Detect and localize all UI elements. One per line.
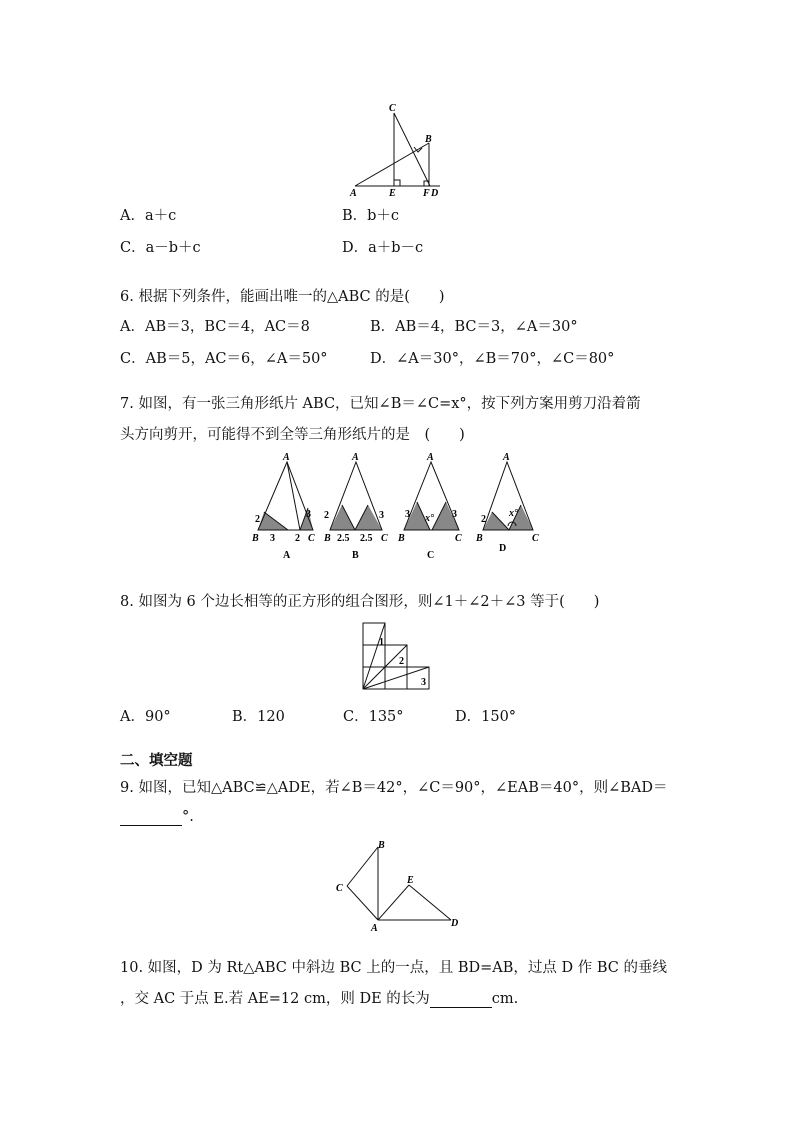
q7b-2-left: 2 xyxy=(324,510,329,521)
q6-stem: 6. 根据下列条件，能画出唯一的△ABC 的是( ) xyxy=(120,289,445,305)
q5-label-D: D xyxy=(431,188,439,199)
q6-option-D[interactable]: D．∠A＝30°，∠B＝70°，∠C＝80° xyxy=(370,351,615,367)
section-title-fill-in: 二、填空题 xyxy=(120,752,193,769)
q7b-B: B xyxy=(324,533,331,544)
q7d-C: C xyxy=(532,533,539,544)
q9-label-D: D xyxy=(451,918,459,929)
q5-label-F: F xyxy=(423,188,430,199)
q8-option-A[interactable]: A．90° xyxy=(120,709,171,725)
q7b-A: A xyxy=(352,452,359,463)
q5-label-E: E xyxy=(389,188,396,199)
q7-caption-D: D xyxy=(499,543,507,554)
q7c-x-deg: x° xyxy=(425,513,434,524)
q10-stem-prefix: ，交 AC 于点 E.若 AE=12 cm，则 DE 的长为 xyxy=(120,991,430,1007)
q7c-B: B xyxy=(398,533,405,544)
q8-option-C[interactable]: C．135° xyxy=(343,709,404,725)
q7d-A: A xyxy=(503,452,510,463)
q7-stem-line1: 7. 如图，有一张三角形纸片 ABC，已知∠B＝∠C=x°，按下列方案用剪刀沿着箭 xyxy=(120,396,641,412)
q7a-2-bottom: 2 xyxy=(295,533,300,544)
q7b-2.5-left: 2.5 xyxy=(337,533,350,544)
q5-option-D[interactable]: D．a＋b－c xyxy=(342,240,424,256)
q7a-2-left: 2 xyxy=(255,514,260,525)
q5-label-B: B xyxy=(425,134,432,145)
q6-option-C[interactable]: C．AB＝5，AC＝6，∠A＝50° xyxy=(120,351,328,367)
q9-label-B: B xyxy=(378,840,385,851)
q8-stem: 8. 如图为 6 个边长相等的正方形的组合图形，则∠1＋∠2＋∠3 等于( ) xyxy=(120,594,600,610)
q8-angle-1: 1 xyxy=(379,637,384,648)
q10-stem-suffix: cm. xyxy=(491,991,519,1007)
q9-stem-suffix: °. xyxy=(182,809,194,825)
q8-option-D[interactable]: D．150° xyxy=(455,709,517,725)
q9-label-E: E xyxy=(407,875,414,886)
q7c-C: C xyxy=(455,533,462,544)
q7b-2.5-right: 2.5 xyxy=(360,533,373,544)
q7d-x-deg: x° xyxy=(509,508,518,519)
q5-label-C: C xyxy=(389,103,396,114)
q7d-2-left: 2 xyxy=(481,514,486,525)
q7a-3-right: 3 xyxy=(306,509,311,520)
q10-stem-line2 xyxy=(120,990,518,1008)
q7a-3-bottom: 3 xyxy=(270,533,275,544)
q9-label-C: C xyxy=(336,883,343,894)
q7c-3-right: 3 xyxy=(452,509,457,520)
q7a-B: B xyxy=(252,533,259,544)
q9-label-A: A xyxy=(371,923,378,934)
q7d-B: B xyxy=(476,533,483,544)
q7c-A: A xyxy=(427,452,434,463)
q6-option-A[interactable]: A．AB＝3，BC＝4，AC＝8 xyxy=(120,319,310,335)
q7a-C: C xyxy=(308,533,315,544)
q8-option-B[interactable]: B．120 xyxy=(232,709,285,725)
q7b-C: C xyxy=(381,533,388,544)
q10-answer-blank[interactable] xyxy=(430,993,492,1008)
q5-option-B[interactable]: B．b＋c xyxy=(342,208,400,224)
q5-label-A: A xyxy=(350,188,357,199)
q6-option-B[interactable]: B．AB＝4，BC＝3，∠A＝30° xyxy=(370,319,578,335)
q7-caption-C: C xyxy=(427,550,435,561)
q7b-3-right: 3 xyxy=(379,510,384,521)
q5-option-A[interactable]: A．a＋c xyxy=(120,208,177,224)
q10-stem-line1: 10. 如图，D 为 Rt△ABC 中斜边 BC 上的一点，且 BD=AB，过点 D 作 BC 的垂线 xyxy=(120,960,667,976)
q8-angle-2: 2 xyxy=(399,656,404,667)
q8-angle-3: 3 xyxy=(421,677,426,688)
q7a-A: A xyxy=(283,452,290,463)
q7-stem-line2: 头方向剪开，可能得不到全等三角形纸片的是 ( ) xyxy=(120,427,465,443)
q7c-3-left: 3 xyxy=(405,509,410,520)
q7-caption-A: A xyxy=(283,550,291,561)
q7-caption-B: B xyxy=(352,550,359,561)
q5-option-C[interactable]: C．a－b＋c xyxy=(120,240,201,256)
q9-stem-line1: 9. 如图，已知△ABC≌△ADE，若∠B＝42°，∠C＝90°，∠EAB＝40°，则∠BAD＝ xyxy=(120,780,668,796)
